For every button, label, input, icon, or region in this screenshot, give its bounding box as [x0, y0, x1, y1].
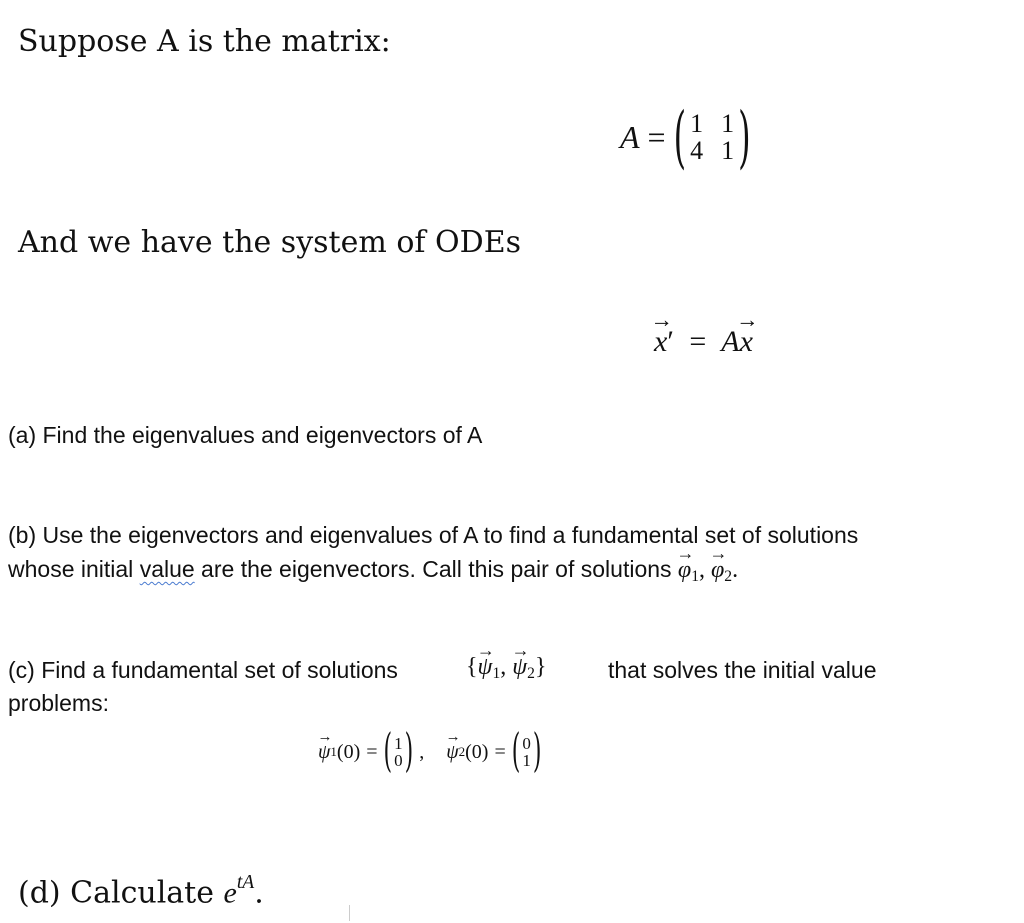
ode-equals: = — [689, 325, 707, 358]
ode-rhs-a: A — [721, 325, 740, 358]
part-d-text — [18, 872, 264, 911]
phi-end: . — [732, 557, 739, 583]
system-text: And we have the system of ODEs — [18, 225, 521, 260]
matrix-left-paren: ( — [673, 97, 687, 178]
set-open-brace: { — [466, 654, 478, 680]
part-c-line1-pre: (c) Find a fundamental set of solutions — [8, 657, 398, 683]
part-d-base: e — [223, 876, 237, 910]
ic2-equals: = — [494, 740, 506, 763]
part-a-text: (a) Find the eigenvalues and eigenvectors of A — [8, 422, 483, 448]
matrix-equals: = — [647, 118, 666, 155]
ic2-left-paren: ( — [511, 725, 521, 779]
psi-set — [466, 654, 546, 683]
part-b-line2 — [8, 556, 738, 586]
matrix-cell: 4 — [690, 136, 704, 166]
matrix-cell: 1 — [690, 109, 704, 138]
part-d-exponent: tA — [236, 872, 255, 893]
phi-pair — [678, 557, 738, 583]
ic1-left-paren: ( — [383, 725, 393, 779]
ode-rhs-x: → x — [740, 325, 753, 359]
psi-separator: , — [500, 654, 513, 680]
ic1-bottom: 0 — [394, 751, 403, 770]
part-c-line1-post: that solves the initial value — [608, 657, 877, 683]
set-close-brace: } — [534, 654, 547, 680]
part-b-text-pre: whose initial — [8, 556, 140, 582]
matrix-grid — [690, 110, 734, 165]
ic2-bottom: 1 — [522, 751, 531, 770]
ode-prime: ′ — [667, 325, 674, 358]
part-d-label: (d) Calculate — [18, 875, 224, 911]
ic1-equals: = — [366, 740, 378, 763]
ic1-top: 1 — [394, 734, 403, 753]
ic1-right-paren: ) — [404, 725, 414, 779]
part-b-line1: (b) Use the eigenvectors and eigenvalues of A to find a fundamental set of solutions — [8, 522, 859, 548]
psi-symbol: → ψ — [478, 654, 493, 681]
matrix-name: A — [620, 118, 640, 155]
part-b-text-post: are the eigenvectors. Call this pair of solutions — [194, 556, 678, 582]
ic2-vector — [522, 735, 531, 769]
psi-sub: 2 — [527, 664, 535, 682]
ic2-arg: (0) — [465, 740, 489, 763]
part-c-line2: problems: — [8, 690, 109, 716]
part-d-end: . — [254, 875, 264, 911]
initial-conditions — [318, 725, 542, 779]
ic-comma: , — [419, 740, 425, 763]
phi-sub: 1 — [691, 567, 699, 585]
matrix-right-paren: ) — [738, 97, 751, 178]
spellcheck-word: value — [139, 556, 195, 582]
phi-sub: 2 — [724, 567, 733, 585]
matrix-equation — [620, 97, 751, 178]
ic1-sub: 1 — [330, 744, 337, 759]
ic2-sub: 2 — [458, 744, 466, 759]
psi-symbol: → ψ — [318, 741, 330, 764]
phi-symbol: → φ — [678, 557, 691, 584]
ode-equation — [654, 325, 753, 359]
phi-separator: , — [699, 557, 711, 583]
psi-sub: 1 — [492, 664, 501, 682]
ic1-arg: (0) — [336, 740, 361, 763]
ic1-vector — [394, 735, 403, 769]
phi-symbol: → φ — [711, 557, 724, 584]
ic2-top: 0 — [522, 734, 531, 753]
text-cursor — [349, 905, 350, 921]
psi-symbol: → ψ — [512, 654, 527, 681]
matrix-cell: 1 — [721, 136, 735, 166]
ic2-right-paren: ) — [532, 725, 542, 779]
matrix-cell: 1 — [721, 109, 735, 138]
ode-lhs: → x — [654, 325, 667, 359]
intro-text: Suppose A is the matrix: — [18, 24, 391, 59]
psi-symbol: → ψ — [446, 741, 458, 764]
